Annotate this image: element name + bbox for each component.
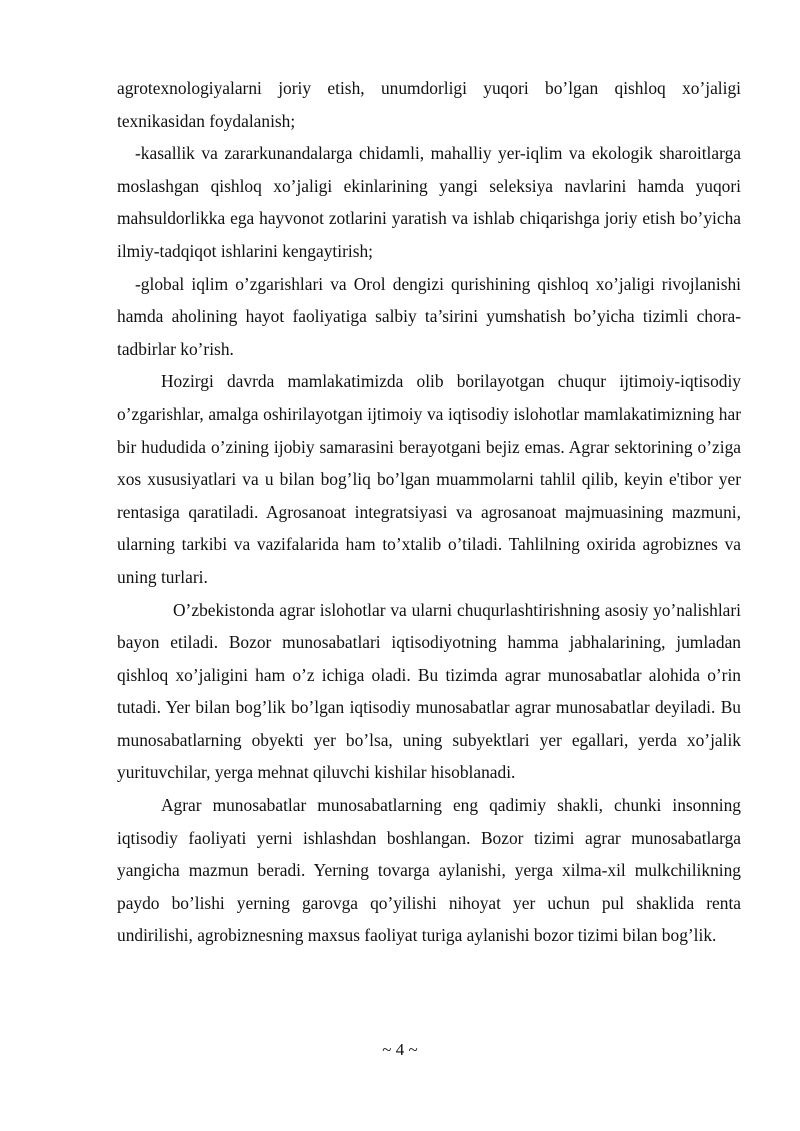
paragraph-5: O’zbekistonda agrar islohotlar va ularni chuqurlashtirishning asosiy yo’nalishlari bayon etiladi. Bozor munosabatlari iqtisodiyotning hamma jabhalarining, jumladan qishloq xo’jaligini ham o’z ichiga oladi. Bu tizimda agrar munosabatlar alohida o’rin tutadi. Yer bilan bog’lik bo’lgan iqtisodiy munosabatlar agrar munosabatlar deyiladi. Bu munosabatlarning obyekti yer bo’lsa, uning subyektlari yer egallari, yerda xo’jalik yurituvchilar, yerga mehnat qiluvchi kishilar hisoblanadi.	[117, 599, 741, 783]
paragraph-4: Hozirgi davrda mamlakatimizda olib borilayotgan chuqur ijtimoiy-iqtisodiy o’zgarishlar, amalga oshirilayotgan ijtimoiy va iqtisodiy islohotlar mamlakatimizning har bir hududida o’zining ijobiy samarasini berayotgani bejiz emas. Agrar sektorining o’ziga xos xususiyatlari va u bilan bog’liq bo’lgan muammolarni tahlil qilib, keyin e'tibor yer rentasiga qaratiladi. Agrosanoat integratsiyasi va agrosanoat majmuasining mazmuni, ularning tarkibi va vazifalarida ham to’xtalib o’tiladi. Tahlilning oxirida agrobiznes va uning turlari.	[117, 371, 741, 587]
paragraph-2: -kasallik va zararkunandalarga chidamli, mahalliy yer-iqlim va ekologik sharoitlarga moslashgan qishloq xo’jaligi ekinlarining yangi seleksiya navlarini hamda yuqori mahsuldorlikka ega hayvonot zotlarini yaratish va ishlab chiqarishga joriy etish bo’yicha ilmiy-tadqiqot ishlarini kengaytirish;	[117, 143, 741, 261]
page-body	[117, 72, 741, 952]
paragraph-6: Agrar munosabatlar munosabatlarning eng qadimiy shakli, chunki insonning iqtisodiy faoliyati yerni ishlashdan boshlangan. Bozor tizimi agrar munosabatlarga yangicha mazmun beradi. Yerning tovarga aylanishi, yerga xilma-xil mulkchilikning paydo bo’lishi yerning garovga qo’yilishi nihoyat yer uchun pul shaklida renta undirilishi, agrobiznesning maxsus faoliyat turiga aylanishi bozor tizimi bilan bog’lik.	[117, 795, 741, 946]
page-number: ~ 4 ~	[382, 1040, 418, 1059]
paragraph-3: -global iqlim o’zgarishlari va Orol dengizi qurishining qishloq xo’jaligi rivojlanishi hamda aholining hayot faoliyatiga salbiy ta’sirini yumshatish bo’yicha tizimli chora-tadbirlar ko’rish.	[117, 273, 741, 359]
paragraph-1: agrotexnologiyalarni joriy etish, unumdorligi yuqori bo’lgan qishloq xo’jaligi texnikasidan foydalanish;	[117, 78, 741, 131]
